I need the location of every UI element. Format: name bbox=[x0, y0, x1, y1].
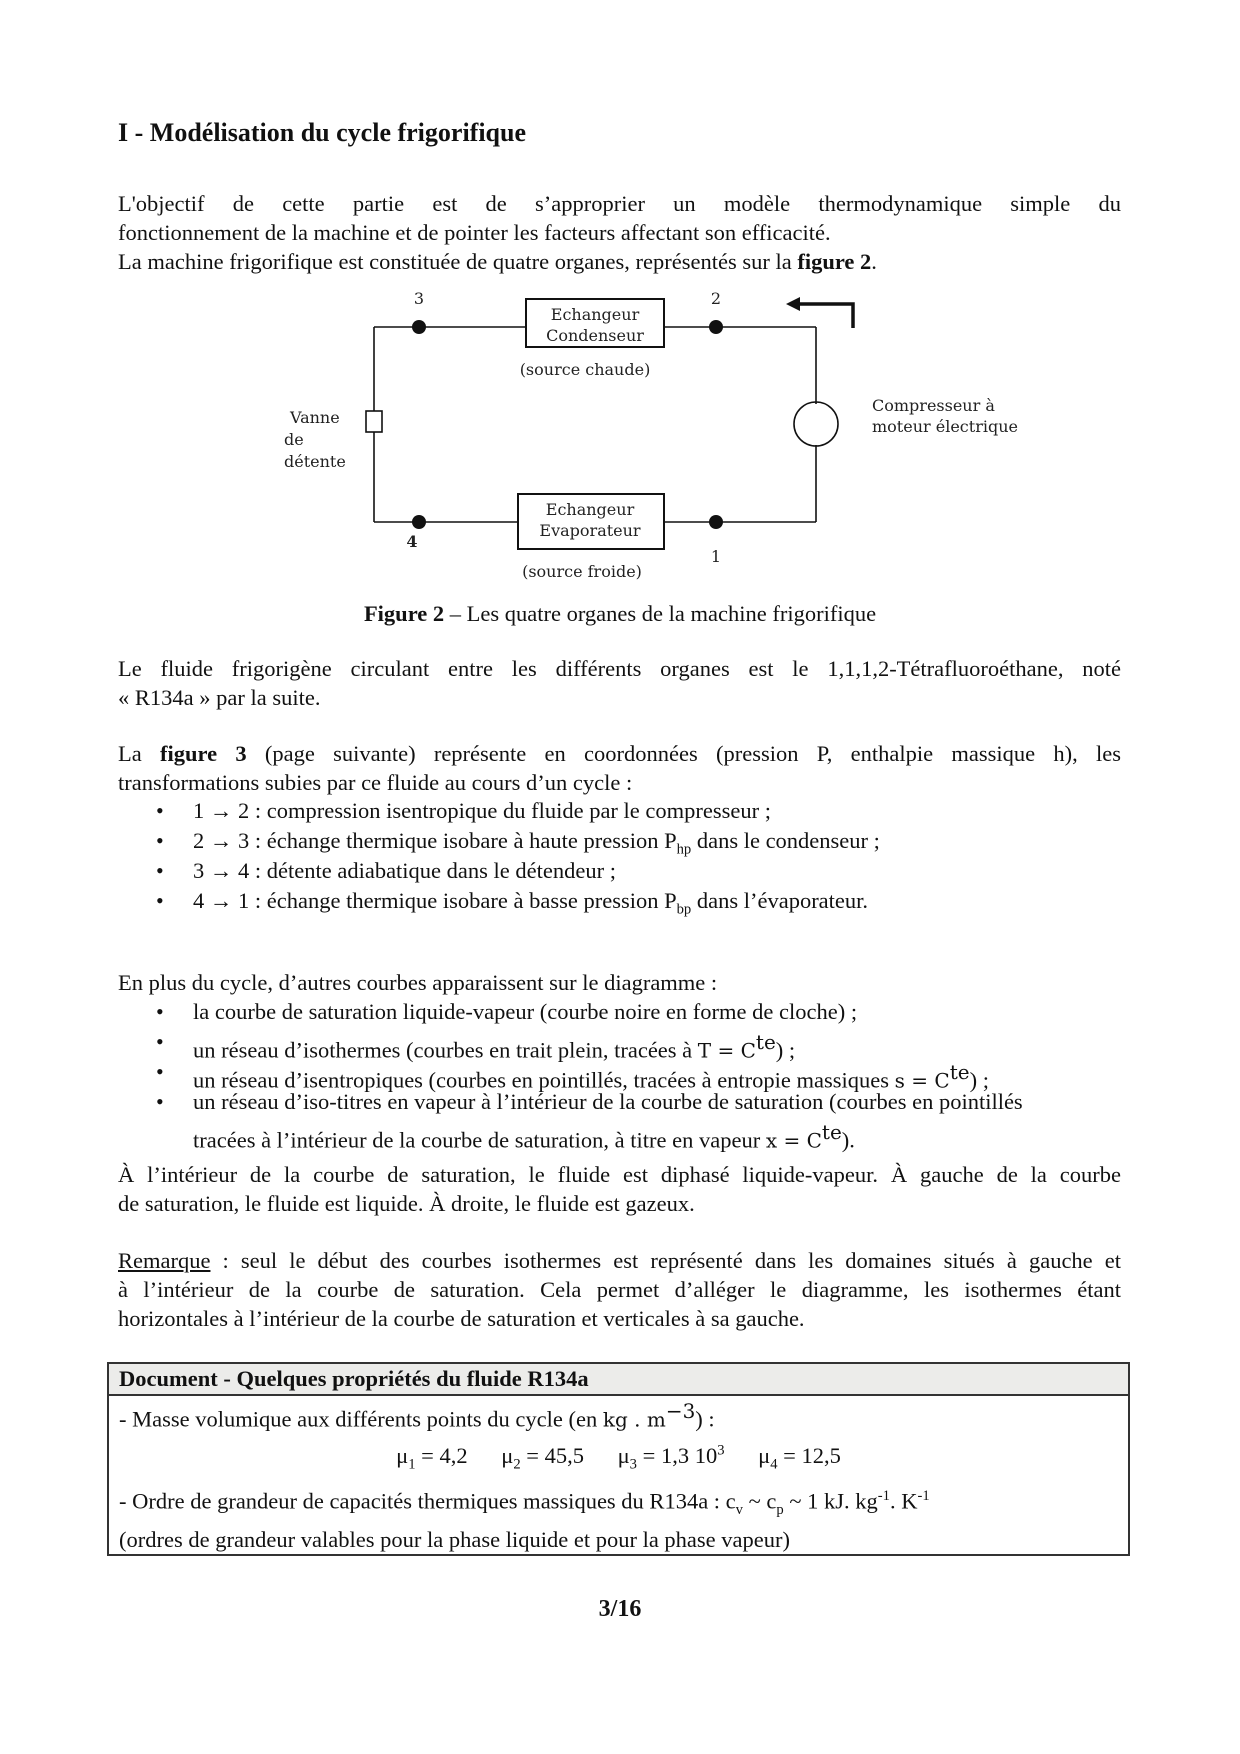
condenseur-label-2: Condenseur bbox=[546, 326, 644, 345]
curve-item: • un réseau d’isentropiques (courbes en pointillés, tracées à entropie massiques $s = C^{te}$) ; bbox=[118, 1057, 1121, 1087]
heat-capacity-line: - Ordre de grandeur de capacités thermiques massiques du R134a : $c_v$ ~ $c_p$ ~ 1 kJ. $kg^{-1}$. $K^{-1}$ bbox=[119, 1487, 930, 1518]
evaporateur-label-2: Evaporateur bbox=[539, 521, 641, 540]
cycle-steps-list bbox=[118, 796, 1121, 916]
intro-line-1: L'objectif de cette partie est de s’approprier un modèle thermodynamique simple du bbox=[118, 191, 1121, 216]
heat-capacity-note: (ordres de grandeur valables pour la phase liquide et pour la phase vapeur) bbox=[119, 1526, 790, 1552]
point-label-2: 2 bbox=[710, 289, 722, 308]
phase-paragraph: À l’intérieur de la courbe de saturation, le fluide est diphasé liquide-vapeur. À gauche de la courbe de saturation, le fluide est liquide. À droite, le fluide est gazeux. bbox=[118, 1162, 1121, 1216]
intro-line-2: fonctionnement de la machine et de pointer les facteurs affectant son efficacité. bbox=[118, 220, 831, 245]
curves-list bbox=[118, 997, 1121, 1117]
condenseur-note: (source chaude) bbox=[519, 360, 651, 379]
curve-item: • un réseau d’isothermes (courbes en trait plein, tracées à $T = C^{te}$) ; bbox=[118, 1027, 1121, 1057]
curve-item-continuation: tracées à l’intérieur de la courbe de saturation, à titre en vapeur $x = C^{te}$). bbox=[193, 1120, 855, 1153]
evaporateur-note: (source froide) bbox=[522, 562, 642, 581]
cycle-step: • 3 → 4 : détente adiabatique dans le détendeur ; bbox=[118, 856, 1121, 886]
density-values bbox=[109, 1435, 1128, 1481]
document-box bbox=[107, 1362, 1130, 1556]
vanne-label-2: de bbox=[284, 430, 304, 449]
point-2 bbox=[709, 320, 723, 334]
remark-label: Remarque bbox=[118, 1248, 211, 1273]
point-1 bbox=[709, 515, 723, 529]
flow-direction-arrow-icon bbox=[786, 297, 853, 328]
point-label-4: 4 bbox=[406, 532, 418, 551]
density-mu4: $\mu_4 = 12,5$ bbox=[758, 1443, 841, 1473]
section-title: I - Modélisation du cycle frigorifique bbox=[118, 118, 527, 147]
vanne-label-1: Vanne bbox=[290, 408, 340, 427]
point-4 bbox=[412, 515, 426, 529]
condenseur-label-1: Echangeur bbox=[550, 305, 640, 324]
document-box-title: Document - Quelques propriétés du fluide R134a bbox=[109, 1364, 1128, 1396]
figure-2-caption: Figure 2 – Les quatre organes de la machine frigorifique bbox=[363, 601, 877, 626]
density-line: - Masse volumique aux différents points du cycle (en kg . $m^{-3}$) : bbox=[119, 1399, 715, 1432]
curve-item: • la courbe de saturation liquide-vapeur (courbe noire en forme de cloche) ; bbox=[118, 997, 1121, 1027]
density-mu1: $\mu_1 = 4,2$ bbox=[396, 1443, 468, 1473]
intro-line-3: La machine frigorifique est constituée de quatre organes, représentés sur la figure 2. bbox=[118, 249, 877, 274]
compresseur-symbol bbox=[794, 402, 838, 446]
vanne-detente-symbol bbox=[366, 411, 382, 432]
cycle-step: • 1 → 2 : compression isentropique du fluide par le compresseur ; bbox=[118, 796, 1121, 826]
page-number: 3/16 bbox=[598, 1596, 642, 1622]
remark-paragraph: Remarque : seul le début des courbes isothermes est représenté dans les domaines situés à gauche et à l’intérieur de la courbe de saturation. Cela permet d’alléger le diagramme, les isothermes étant horizontales à l’intérieur de la courbe de saturation et verticales à sa gauche. bbox=[118, 1248, 1121, 1331]
figure-2-diagram bbox=[0, 280, 1240, 590]
figure-3-ref: figure 3 bbox=[160, 741, 247, 766]
compresseur-label-1: Compresseur à bbox=[872, 396, 995, 415]
evaporateur-label-1: Echangeur bbox=[545, 500, 635, 519]
intro-paragraph bbox=[118, 189, 1121, 276]
cycle-paragraph: La figure 3 (page suivante) représente en coordonnées (pression P, enthalpie massique h), les transformations subies par ce fluide au cours d’un cycle : • 1 → 2 : compression isentropique du fluide par le compresseur ; • 2 → 3 : échange thermique isobare à haute pression $P_{hp}$ dans le condenseur ; • 3 → 4 : détente adiabatique dans le détendeur ; • 4 → 1 : échange thermique isobare à basse pression $P_{bp}$ dans l’évaporateur. bbox=[118, 739, 1121, 916]
cycle-step: • 4 → 1 : échange thermique isobare à basse pression $P_{bp}$ dans l’évaporateur. bbox=[118, 886, 1121, 916]
vanne-label-3: détente bbox=[284, 452, 346, 471]
compresseur-label-2: moteur électrique bbox=[872, 417, 1018, 436]
point-3 bbox=[412, 320, 426, 334]
density-mu2: $\mu_2 = 45,5$ bbox=[501, 1443, 584, 1473]
curves-paragraph: En plus du cycle, d’autres courbes apparaissent sur le diagramme : • la courbe de saturation liquide-vapeur (courbe noire en forme de cloche) ; • un réseau d’isothermes (courbes en trait plein, tracées à $T = C^{te}$) ; • un réseau d’isentropiques (courbes en pointillés, tracées à entropie massiques $s = C^{te}$) ; • un réseau d’iso-titres en vapeur à l’intérieur de la courbe de saturation (courbes en pointillés tracées à l’intérieur de la courbe de saturation, à titre en vapeur $x = C^{te}$). bbox=[118, 968, 1121, 1156]
fluid-paragraph: Le fluide frigorigène circulant entre les différents organes est le 1,1,1,2-Tétrafluoroéthane, noté « R134a » par la suite. bbox=[118, 656, 1121, 710]
curve-item: • un réseau d’iso-titres en vapeur à l’intérieur de la courbe de saturation (courbes en pointillés bbox=[118, 1087, 1121, 1117]
point-label-3: 3 bbox=[413, 289, 425, 308]
density-mu3: $\mu_3 = 1,3$ $10^3$ bbox=[617, 1442, 725, 1473]
point-label-1: 1 bbox=[710, 547, 722, 566]
cycle-step: • 2 → 3 : échange thermique isobare à haute pression $P_{hp}$ dans le condenseur ; bbox=[118, 826, 1121, 856]
figure-ref: figure 2 bbox=[797, 249, 872, 274]
